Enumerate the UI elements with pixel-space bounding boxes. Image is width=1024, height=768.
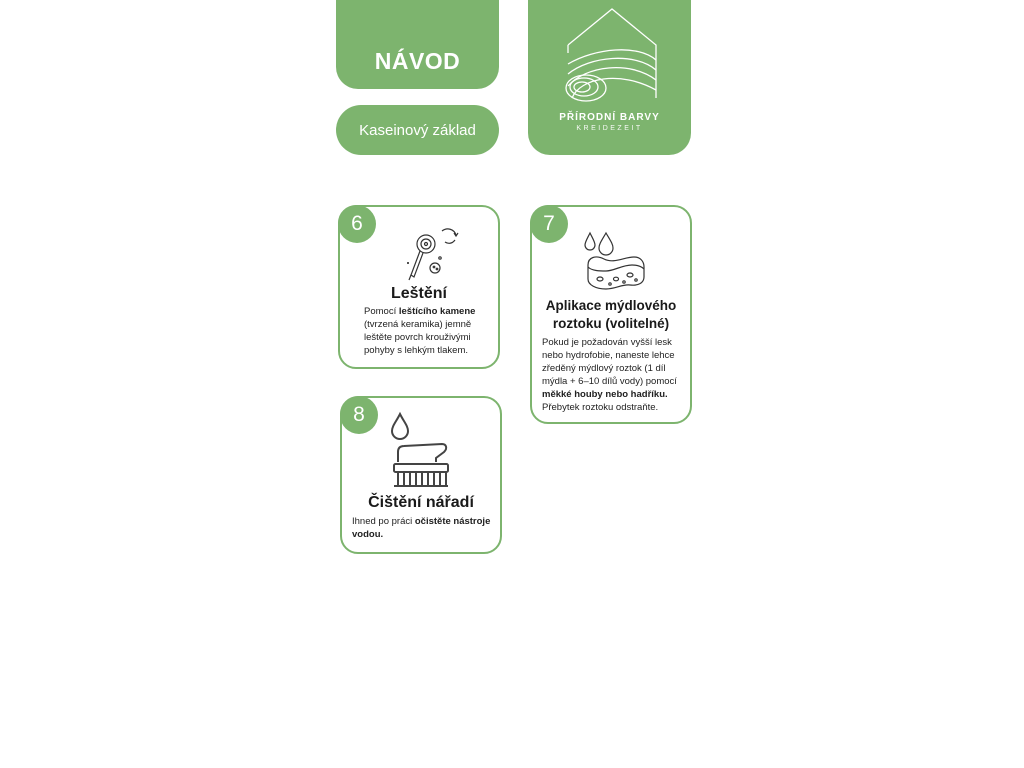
subtitle-pill <box>336 105 499 155</box>
body-text: Přebytek roztoku odstraňte. <box>542 402 659 413</box>
body-text: (tvrzená keramika) jemně leštěte povrch krouživými pohyby s lehkým tlakem. <box>364 319 472 356</box>
sponge-drops-icon <box>582 231 646 293</box>
step-text <box>364 305 486 357</box>
step-number: 6 <box>338 205 376 243</box>
step-title: Leštění <box>390 285 447 302</box>
step-number: 8 <box>340 396 378 434</box>
step-card-6 <box>338 205 500 369</box>
brand-logo <box>528 0 691 155</box>
step-title: Aplikace mýdlového roztoku (volitelné) <box>545 298 677 331</box>
body-text: Pokud je požadován vyšší lesk nebo hydrofobie, naneste lehce zředěný mýdlový roztok (1 díl mýdla + 6–10 dílů vody) pomocí <box>542 337 677 387</box>
step-card-7 <box>530 205 692 424</box>
step-card-8 <box>340 396 502 554</box>
logo-subname: KREIDEZEIT <box>576 125 643 132</box>
body-text: Ihned po práci <box>352 516 415 527</box>
page-title: NÁVOD <box>374 48 461 74</box>
step-text <box>352 515 497 541</box>
house-wood-rings-icon <box>560 8 660 108</box>
polishing-stone-icon <box>402 225 466 283</box>
title-banner <box>336 0 499 89</box>
emphasis-text: měkké houby nebo hadříku. <box>542 389 668 400</box>
body-text: Pomocí <box>364 306 399 317</box>
page-subtitle: Kaseinový základ <box>359 121 476 139</box>
emphasis-text: leštícího kamene <box>398 306 476 317</box>
step-title: Čištění nářadí <box>368 494 474 511</box>
logo-name: PŘÍRODNÍ BARVY <box>559 112 660 123</box>
emphasis-text: očistěte nástroje vodou. <box>352 516 491 540</box>
step-number: 7 <box>530 205 568 243</box>
step-text <box>542 336 687 414</box>
brush-drop-icon <box>388 410 458 492</box>
